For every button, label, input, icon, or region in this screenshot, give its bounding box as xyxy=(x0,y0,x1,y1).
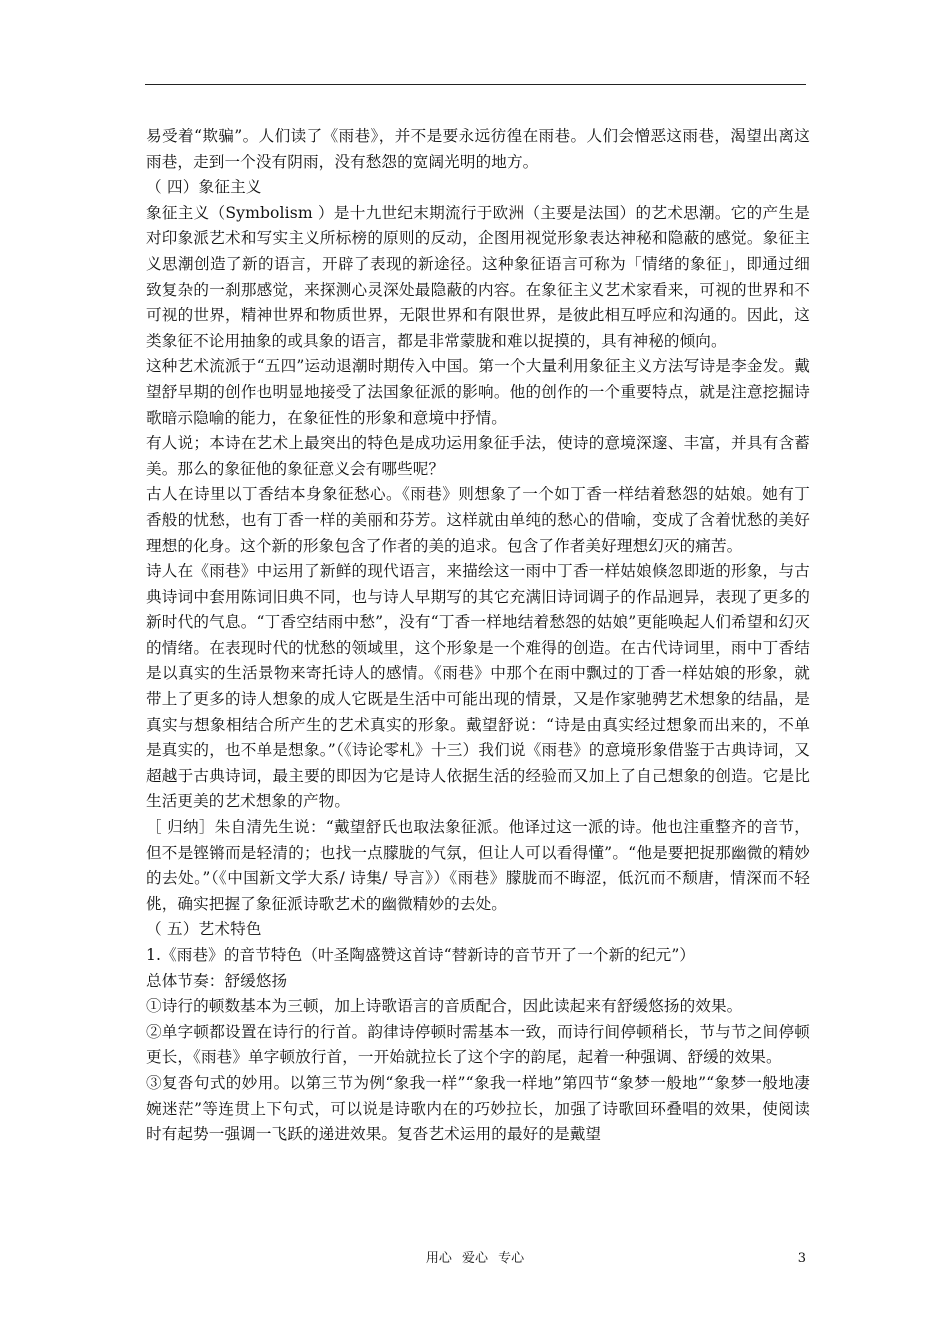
paragraph-overall-rhythm: 总体节奏：舒缓悠扬 xyxy=(146,971,288,990)
paragraph-rhythm-title: 1.《雨巷》的音节特色（叶圣陶盛赞这首诗“替新诗的音节开了一个新的纪元”） xyxy=(146,946,696,964)
footer-motto: 用心 爱心 专心 xyxy=(425,1251,525,1266)
document-body xyxy=(146,124,810,1148)
paragraph-question: 有人说；本诗在艺术上最突出的特色是成功运用象征手法，使诗的意境深邃、丰富，并具有含蓄美。那么的象征他的象征意义会有哪些呢？ xyxy=(146,434,810,478)
paragraph-lilac-symbol: 古人在诗里以丁香结本身象征愁心。《雨巷》则想象了一个如丁香一样结着愁怨的姑娘。她有丁香般的忧愁，也有丁香一样的美丽和芬芳。这样就由单纯的愁心的借喻，变成了含着忧愁的美好理想的化身。这个新的形象包含了作者的美的追求。包含了作者美好理想幻灭的痛苦。 xyxy=(146,485,810,555)
header-rule xyxy=(145,84,806,85)
paragraph-symbolism-in-china: 这种艺术流派于“五四”运动退潮时期传入中国。第一个大量利用象征主义方法写诗是李金发。戴望舒早期的创作也明显地接受了法国象征派的影响。他的创作的一个重要特点，就是注意挖掘诗歌暗示隐喻的能力，在象征性的形象和意境中抒情。 xyxy=(146,357,810,427)
paragraph-symbolism-definition: 象征主义（Symbolism ）是十九世纪末期流行于欧洲（主要是法国）的艺术思潮。它的产生是对印象派艺术和写实主义所标榜的原则的反动，企图用视觉形象表达神秘和隐蔽的感觉。象征主义思潮创造了新的语言，开辟了表现的新途径。这种象征语言可称为「情绪的象征」，即通过细致复杂的一刹那感觉，来探测心灵深处最隐蔽的内容。在象征主义艺术家看来，可视的世界和不可视的世界，精神世界和物质世界，无限世界和有限世界，是彼此相互呼应和沟通的。因此，这类象征不论用抽象的或具象的语言，都是非常蒙胧和难以捉摸的，具有神秘的倾向。 xyxy=(146,203,810,350)
section-heading-symbolism: （ 四）象征主义 xyxy=(146,178,262,197)
list-item-3: ③复沓句式的妙用。以第三节为例“象我一样”“象我一样地”第四节“象梦一般地”“象梦一般地凄婉迷茫”等连贯上下句式，可以说是诗歌内在的巧妙拉长，加强了诗歌回环叠唱的效果，使阅读时有起势一强调一飞跃的递进效果。复沓艺术运用的最好的是戴望 xyxy=(146,1073,810,1144)
section-heading-artistic-features: （ 五）艺术特色 xyxy=(146,920,262,939)
list-item-2: ②单字顿都设置在诗行的行首。韵律诗停顿时需基本一致，而诗行间停顿稍长，节与节之间停顿更长，《雨巷》单字顿放行首，一开始就拉长了这个字的韵尾，起着一种强调、舒缓的效果。 xyxy=(146,1022,810,1067)
paragraph-continuation: 易受着“欺骗”。人们读了《雨巷》，并不是要永远彷徨在雨巷。人们会憎恶这雨巷，渴望出离这雨巷，走到一个没有阴雨，没有愁怨的宽阔光明的地方。 xyxy=(146,127,810,171)
page-number: 3 xyxy=(797,1251,806,1266)
list-item-1: ①诗行的顿数基本为三顿，加上诗歌语言的音质配合，因此读起来有舒缓悠扬的效果。 xyxy=(146,997,743,1016)
paragraph-modern-language: 诗人在《雨巷》中运用了新鲜的现代语言，来描绘这一雨中丁香一样姑娘倏忽即逝的形象，与古典诗词中套用陈词旧典不同，也与诗人早期写的其它充满旧诗词调子的作品迥异，表现了更多的新时代的气息。“丁香空结雨中愁”，没有“丁香一样地结着愁怨的姑娘”更能唤起人们希望和幻灭的情绪。在表现时代的忧愁的领域里，这个形象是一个难得的创造。在古代诗词里，雨中丁香结是以真实的生活景物来寄托诗人的感情。《雨巷》中那个在雨中飘过的丁香一样姑娘的形象，就带上了更多的诗人想象的成人它既是生活中可能出现的情景，又是作家驰骋艺术想象的结晶，是真实与想象相结合所产生的艺术真实的形象。戴望舒说：“诗是由真实经过想象而出来的，不单是真实的，也不单是想象。”（《诗论零札》十三）我们说《雨巷》的意境形象借鉴于古典诗词，又超越于古典诗词，最主要的即因为它是诗人依据生活的经验而又加上了自己想象的创造。它是比生活更美的艺术想象的产物。 xyxy=(146,562,810,811)
paragraph-summary: ［ 归纳］朱自清先生说：“戴望舒氏也取法象征派。他译过这一派的诗。他也注重整齐的音节，但不是铿锵而是轻清的；也找一点朦胧的气氛，但让人可以看得懂”。“他是要把捉那幽微的精妙的去处。”（《中国新文学大系/ 诗集/ 导言》）《雨巷》朦胧而不晦涩，低沉而不颓唐，情深而不轻佻，确实把握了象征派诗歌艺术的幽微精妙的去处。 xyxy=(146,818,810,913)
